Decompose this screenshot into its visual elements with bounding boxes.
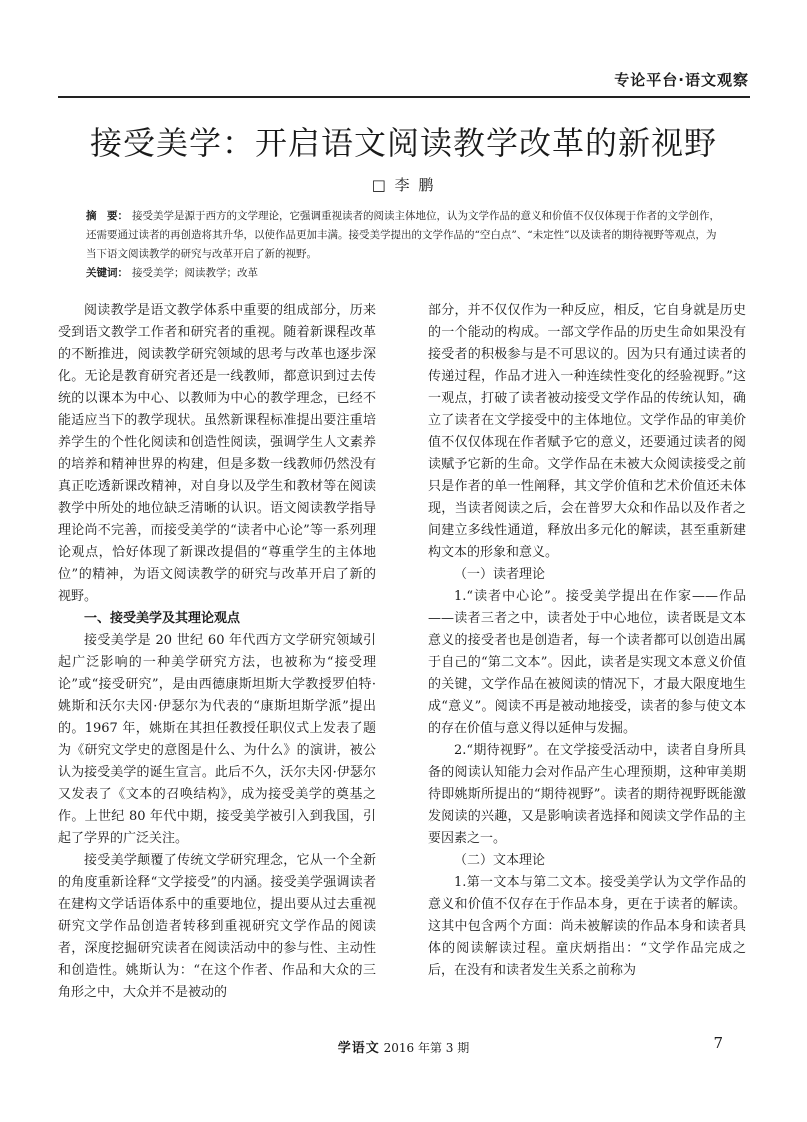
journal-issue: 2016 年第 3 期 <box>383 1041 470 1055</box>
article-author: □ 李 鹏 <box>371 176 436 194</box>
footer-journal <box>0 1037 807 1056</box>
paragraph: 接受美学颠覆了传统文学研究理念，它从一个全新的角度重新诠释“文学接受”的内涵。接受美学强调读者在建构文学话语体系中的重要地位，提出要从过去重视研究文学作品创造者转移到重视研究文学作品的阅读者，深度挖掘研究读者在阅读活动中的参与性、主动性和创造性。姚斯认为：“在这个作者、作品和大众的三角形之中，大众并不是被动的 <box>58 853 376 1000</box>
paragraph: 1.第一文本与第二文本。接受美学认为文学作品的意义和价值不仅存在于作品本身，更在于读者的解读。这其中包含两个方面：尚未被解读的作品本身和读者具体的阅读解读过程。童庆炳指出：“文学作品完成之后，在没有和读者发生关系之前称为 <box>428 875 746 978</box>
header-column-label: 专论平台·语文观察 <box>614 71 749 89</box>
abstract-block <box>86 207 726 283</box>
body-column-left <box>58 300 376 1004</box>
subsection-heading: （二）文本理论 <box>454 853 546 868</box>
keywords-label: 关键词： <box>86 267 128 279</box>
paragraph: 阅读教学是语文教学体系中重要的组成部分，历来受到语文教学工作者和研究者的重视。随着新课程改革的不断推进，阅读教学研究领域的思考与改革也逐步深化。无论是教育研究者还是一线教师，都意识到过去传统的以课本为中心、以教师为中心的教学理念，已经不能适应当下的教学现状。虽然新课程标准提出要注重培养学生的个性化阅读和创造性阅读，强调学生人文素养的培养和精神世界的构建，但是多数一线教师仍然没有真正吃透新课改精神，对自身以及学生和教材等在阅读教学中所处的地位缺乏清晰的认识。语文阅读教学指导理论尚不完善，而接受美学的“读者中心论”等一系列理论观点，恰好体现了新课改提倡的“尊重学生的主体地位”的精神，为语文阅读教学的研究与改革开启了新的视野。 <box>58 303 376 604</box>
page-number: 7 <box>713 1034 723 1052</box>
paragraph: 接受美学是 20 世纪 60 年代西方文学研究领域引起广泛影响的一种美学研究方法，也被称为“接受理论”或“接受研究”，是由西德康斯坦斯大学教授罗伯特·姚斯和沃尔夫冈·伊瑟尔为代表的“康斯坦斯学派”提出的。1967 年，姚斯在其担任教授任职仪式上发表了题为《研究文学史的意图是什么、为什么》的演讲，被公认为接受美学的诞生宣言。此后不久，沃尔夫冈·伊瑟尔又发表了《文本的召唤结构》，成为接受美学的奠基之作。上世纪 80 年代中期，接受美学被引入到我国，引起了学界的广泛关注。 <box>58 633 376 846</box>
keywords-paragraph <box>86 264 726 283</box>
abstract-paragraph <box>86 207 726 264</box>
subsection-heading: （一）读者理论 <box>454 567 546 582</box>
header-rule <box>58 96 750 98</box>
paragraph: 2.“期待视野”。在文学接受活动中，读者自身所具备的阅读认知能力会对作品产生心理预期，这种审美期待即姚斯所提出的“期待视野”。读者的期待视野既能激发阅读的兴趣，又是影响读者选择和阅读文学作品的主要因素之一。 <box>428 743 746 846</box>
abstract-label: 摘 要： <box>86 210 128 222</box>
paragraph-continued: 部分，并不仅仅作为一种反应，相反，它自身就是历史的一个能动的构成。一部文学作品的历史生命如果没有接受者的积极参与是不可思议的。因为只有通过读者的传递过程，作品才进入一种连续性变化的经验视野。”这一观点，打破了读者被动接受文学作品的传统认知，确立了读者在文学接受中的主体地位。文学作品的审美价值不仅仅体现在作者赋予它的意义，还要通过读者的阅读赋予它新的生命。文学作品在未被大众阅读接受之前只是作者的单一性阐释，其文学价值和艺术价值还未体现，当读者阅读之后，会在普罗大众和作品以及作者之间建立多线性通道，释放出多元化的解读，甚至重新建构文本的形象和意义。 <box>428 303 746 560</box>
journal-name: 学语文 <box>337 1041 380 1056</box>
body-column-right <box>428 300 746 982</box>
paragraph: 1.“读者中心论”。接受美学提出在作家——作品——读者三者之中，读者处于中心地位，读者既是文本意义的接受者也是创造者，每一个读者都可以创造出属于自己的“第二文本”。因此，读者是实现文本意义价值的关键，文学作品在被阅读的情况下，才最大限度地生成“意义”。阅读不再是被动地接受，读者的参与使文本的存在价值与意义得以延伸与发掘。 <box>428 589 746 736</box>
abstract-text: 接受美学是源于西方的文学理论，它强调重视读者的阅读主体地位，认为文学作品的意义和价值不仅仅体现于作者的文学创作，还需要通过读者的再创造将其升华，以使作品更加丰满。接受美学提出的文学作品的“空白点”、“未定性”以及读者的期待视野等观点，为当下语文阅读教学的研究与改革开启了新的视野。 <box>86 210 720 260</box>
keywords-text: 接受美学；阅读教学；改革 <box>132 267 258 279</box>
article-title: 接受美学：开启语文阅读教学改革的新视野 <box>89 124 717 162</box>
section-heading: 一、接受美学及其理论观点 <box>84 611 241 626</box>
